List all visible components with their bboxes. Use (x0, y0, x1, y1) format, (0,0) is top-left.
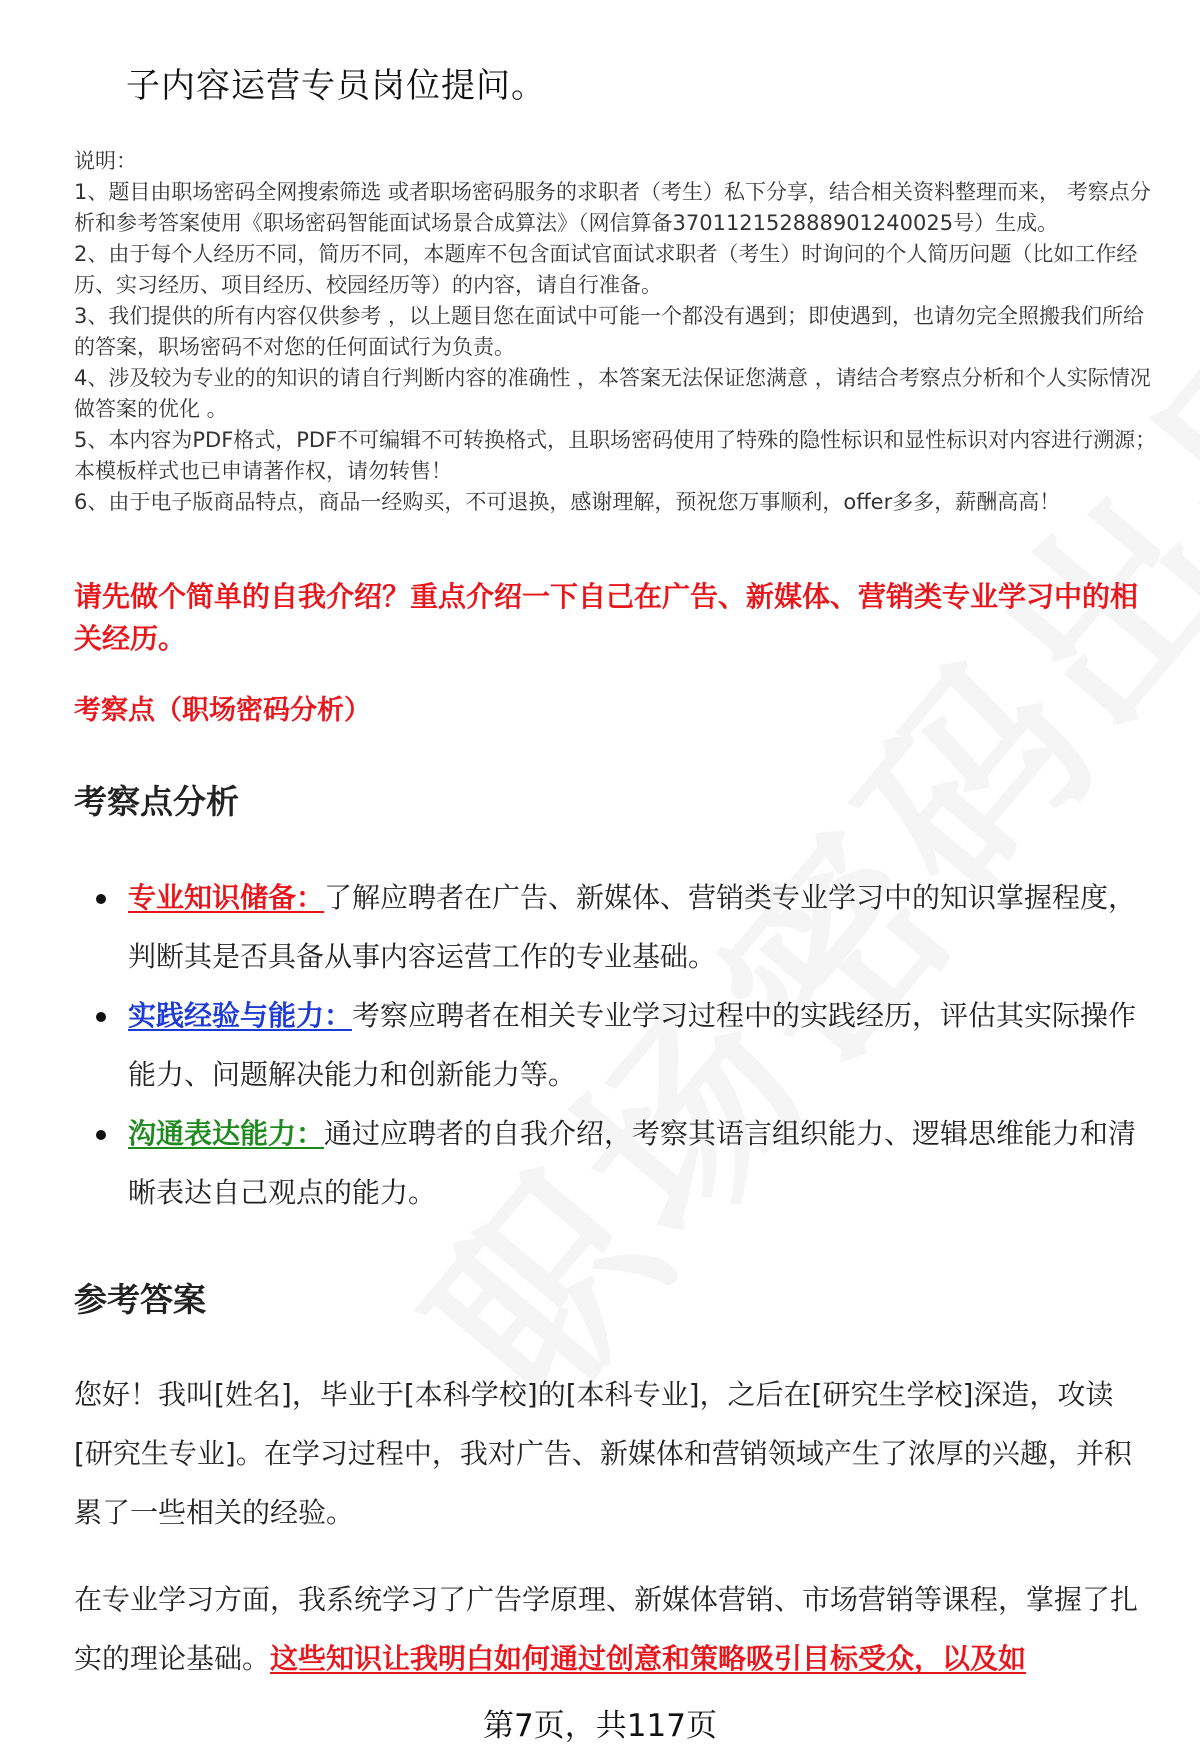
analysis-text: 了解应聘者在广告、新媒体、营销类专业学习中的知识掌握程度，判断其是否具备从事内容运营工作的专业基础。 (128, 881, 1137, 973)
analysis-text: 通过应聘者的自我介绍，考察其语言组织能力、逻辑思维能力和清晰表达自己观点的能力。 (128, 1117, 1137, 1209)
analysis-list (96, 868, 1156, 1222)
page-top-line: 子内容运营专员岗位提问。 (126, 66, 546, 106)
analysis-text: 考察应聘者在相关专业学习过程中的实践经历，评估其实际操作能力、问题解决能力和创新能力等。 (128, 999, 1137, 1091)
note-line: 4、涉及较为专业的的知识的请自行判断内容的准确性 ，本答案无法保证您满意 ，请结合考察点分析和个人实际情况做答案的优化 。 (74, 366, 1151, 421)
note-line: 5、本内容为PDF格式，PDF不可编辑不可转换格式，且职场密码使用了特殊的隐性标识和显性标识对内容进行溯源；本模板样式也已申请著作权，请勿转售！ (74, 428, 1157, 483)
note-line: 说明： (74, 149, 137, 173)
analysis-keyword: 专业知识储备： (128, 881, 325, 914)
analysis-item (96, 1104, 1156, 1222)
analysis-item (96, 868, 1156, 986)
analysis-heading: 考察点分析 (74, 782, 239, 821)
analysis-keyword: 实践经验与能力： (128, 999, 353, 1032)
analysis-keyword: 沟通表达能力： (128, 1117, 325, 1150)
disclaimer-notes (74, 146, 1159, 518)
note-line: 1、题目由职场密码全网搜索筛选 或者职场密码服务的求职者（考生）私下分享，结合相关资料整理而来， 考察点分析和参考答案使用《职场密码智能面试场景合成算法》（网信算备370112152888901240025号）生成。 (74, 180, 1151, 235)
note-line: 2、由于每个人经历不同，简历不同，本题库不包含面试官面试求职者（考生）时询问的个人简历问题（比如工作经历、实习经历、项目经历、校园经历等）的内容，请自行准备。 (74, 242, 1138, 297)
bullet-dot-icon (96, 1130, 106, 1140)
note-line: 3、我们提供的所有内容仅供参考 ，以上题目您在面试中可能一个都没有遇到；即使遇到，也请勿完全照搬我们所给的答案，职场密码不对您的任何面试行为负责。 (74, 304, 1145, 359)
reference-answer-heading: 参考答案 (74, 1280, 206, 1319)
interview-question: 请先做个简单的自我介绍？重点介绍一下自己在广告、新媒体、营销类专业学习中的相关经历。 (74, 580, 1139, 655)
bullet-dot-icon (96, 1012, 106, 1022)
assessment-point-title: 考察点（职场密码分析） (74, 695, 371, 726)
bullet-dot-icon (96, 894, 106, 904)
note-line: 6、由于电子版商品特点，商品一经购买，不可退换，感谢理解，预祝您万事顺利，offer多多，薪酬高高！ (74, 490, 1061, 514)
answer-paragraph: 您好！我叫[姓名]，毕业于[本科学校]的[本科专业]，之后在[研究生学校]深造，攻读[研究生专业]。在学习过程中，我对广告、新媒体和营销领域产生了浓厚的兴趣，并积累了一些相关的经验。 (74, 1378, 1132, 1529)
answer-highlight: 这些知识让我明白如何通过创意和策略吸引目标受众，以及如 (270, 1642, 1027, 1675)
answer-paragraph (74, 1570, 1144, 1688)
page-number: 第7页，共117页 (483, 1708, 717, 1744)
answer-text: 在专业学习方面，我系统学习了广告学原理、新媒体营销、市场营销等课程，掌握了扎实的理论基础。 (74, 1583, 1139, 1675)
analysis-item (96, 986, 1156, 1104)
